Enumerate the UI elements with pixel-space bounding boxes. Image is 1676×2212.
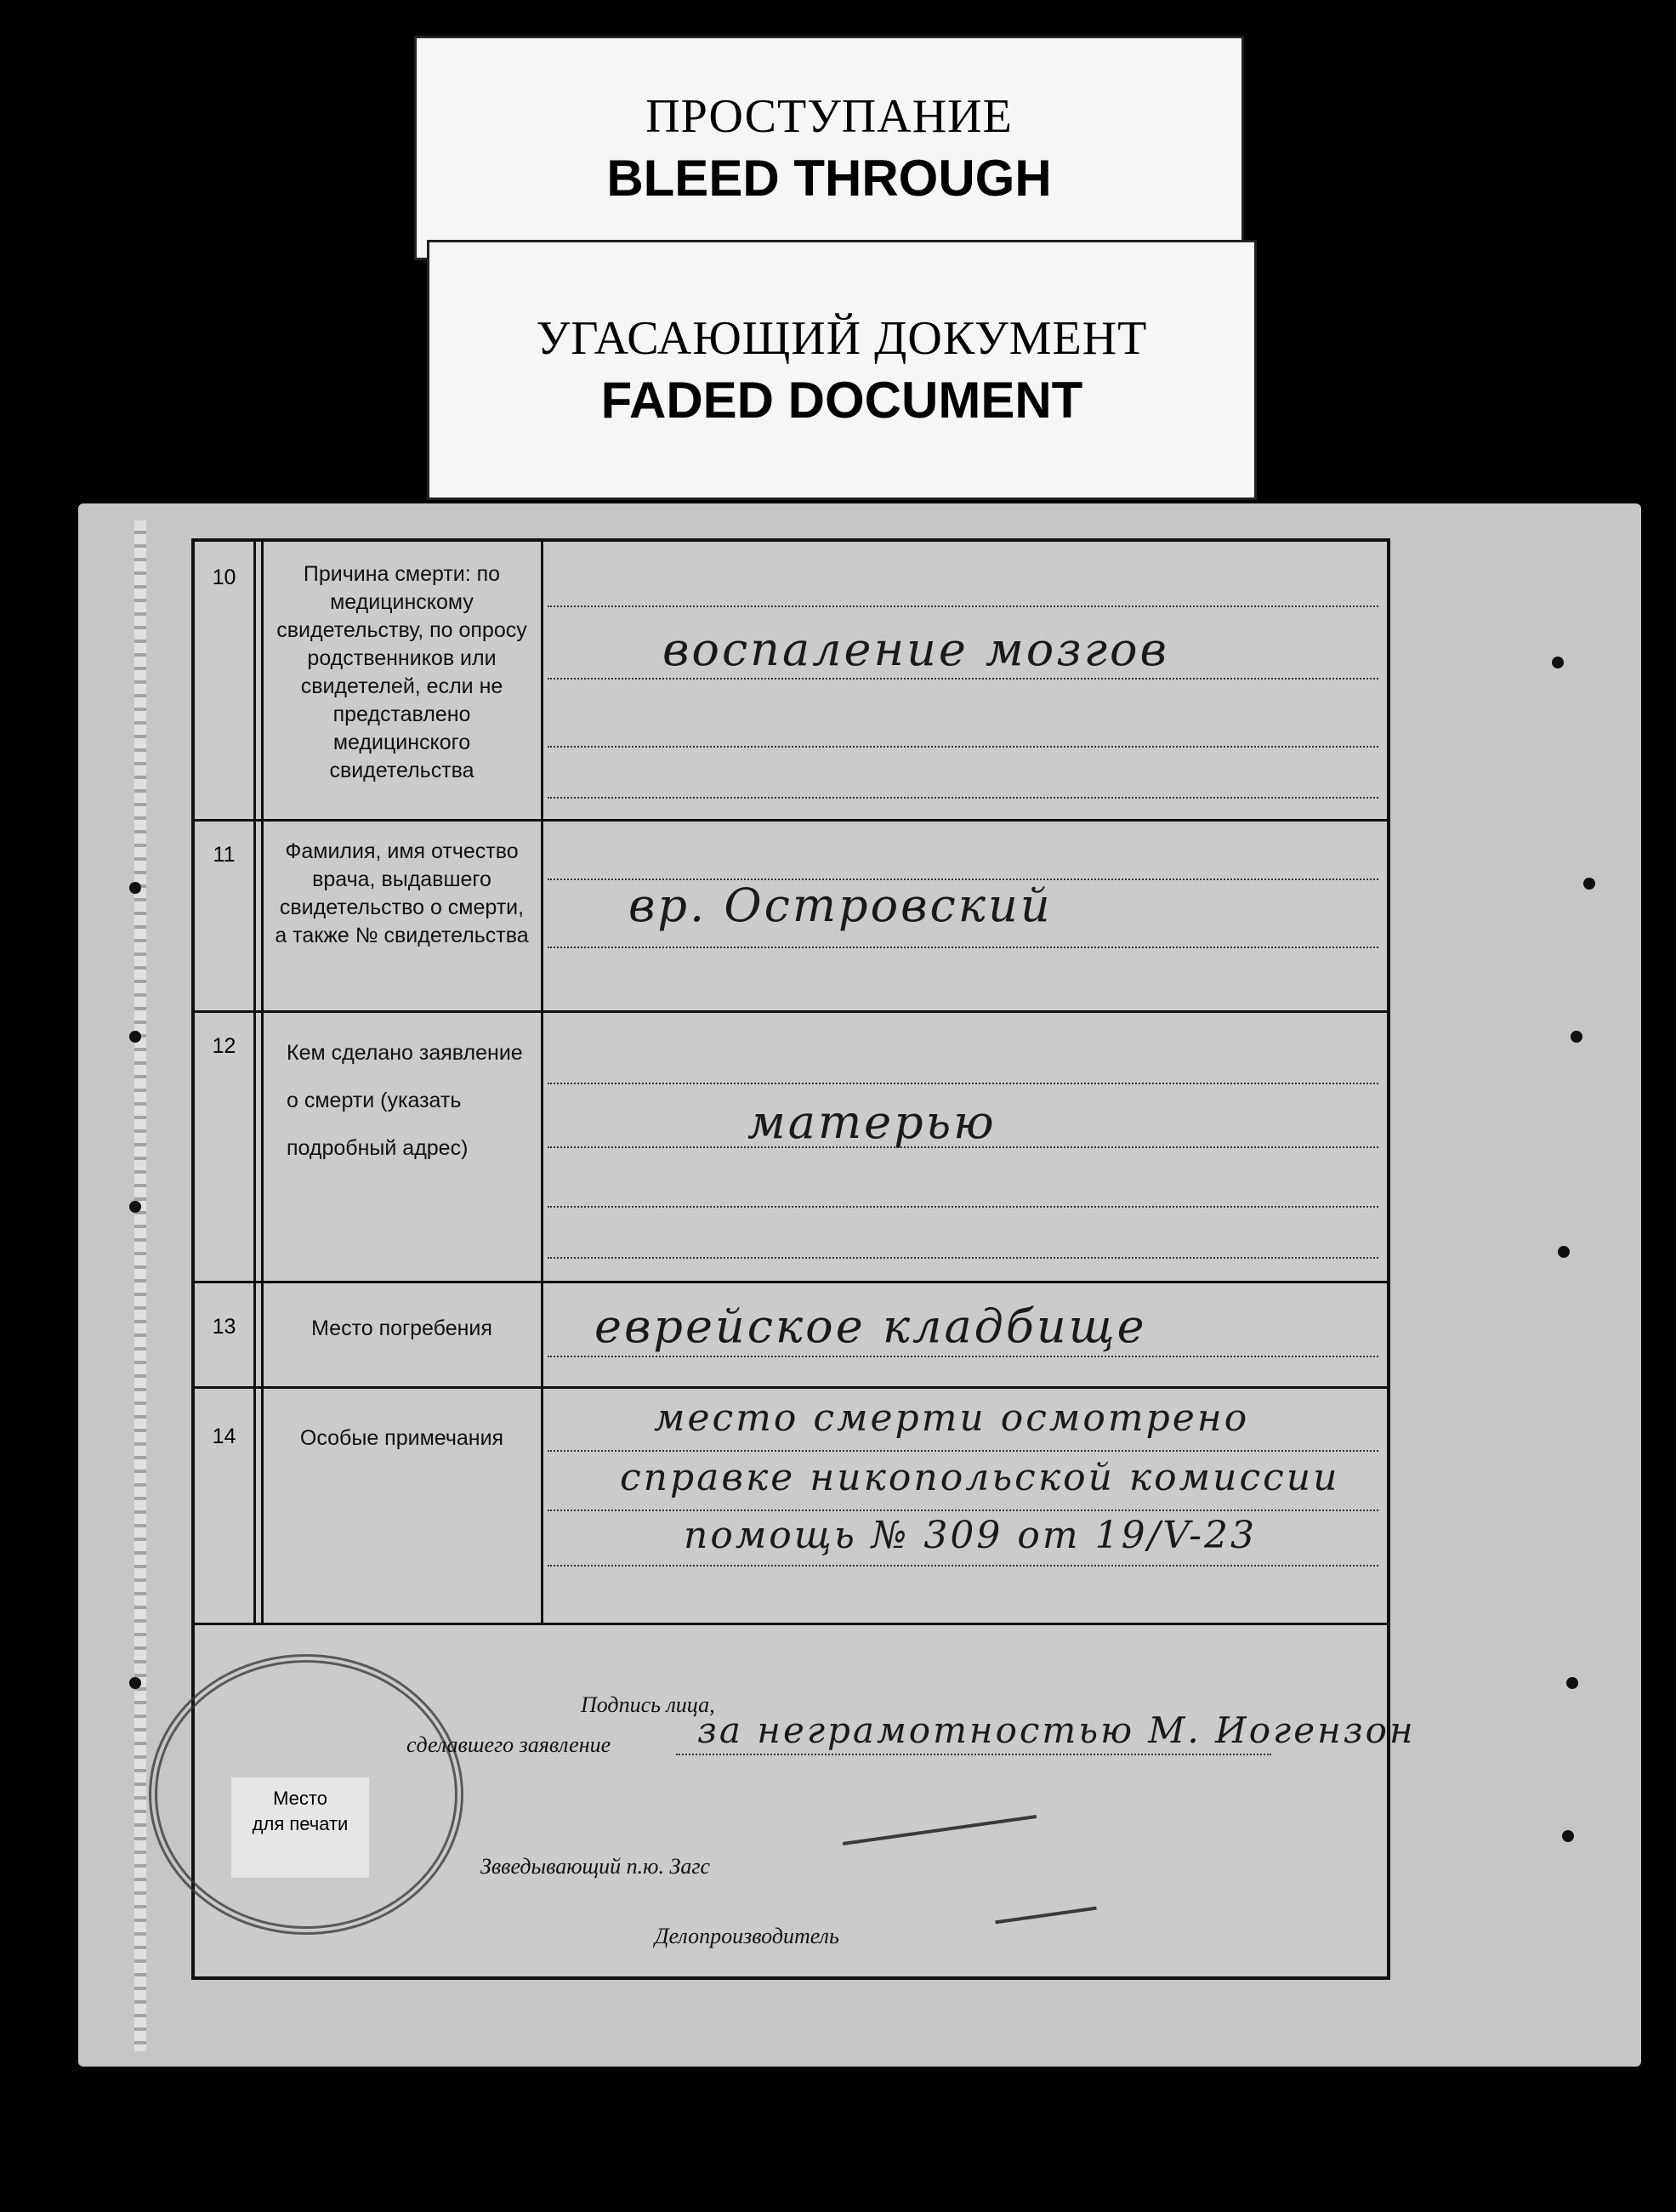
row-label: Причина смерти: по медицинскому свидетельству, по опросу родственников или свидетелей, если не представлено медицинского свидетельства (263, 542, 543, 819)
punch-hole (1558, 1246, 1570, 1258)
punch-hole (1571, 1031, 1582, 1043)
handwritten-entry: вр. Островский (628, 879, 1053, 932)
dotted-line (548, 1565, 1378, 1567)
punch-hole (129, 882, 141, 894)
stamp-placeholder (231, 1777, 369, 1878)
dotted-line (548, 1450, 1378, 1452)
bleed-through-ru: ПРОСТУПАНИЕ (645, 89, 1013, 143)
row-number: 14 (195, 1386, 256, 1623)
dotted-line (548, 1083, 1378, 1084)
dotted-line (548, 606, 1378, 607)
dotted-line (548, 678, 1378, 680)
row-number: 12 (195, 1010, 256, 1281)
handwritten-entry: справке никопольской комиссии (620, 1456, 1340, 1499)
row-label: Особые примечания (263, 1386, 543, 1623)
row-number: 11 (195, 819, 256, 1010)
row-10 (195, 542, 1387, 822)
dotted-line (548, 947, 1378, 948)
signature-line (676, 1754, 1271, 1755)
row-13 (195, 1281, 1387, 1389)
faded-document-card (427, 240, 1257, 500)
dotted-line (548, 1257, 1378, 1259)
faded-document-en: FADED DOCUMENT (600, 371, 1083, 429)
punch-hole (129, 1031, 141, 1043)
faded-document-ru: УГАСАЮЩИЙ ДОКУМЕНТ (536, 311, 1148, 365)
signer-signature: за неграмотностью М. Иогензон (697, 1709, 1416, 1751)
row-12 (195, 1010, 1387, 1283)
row-14 (195, 1386, 1387, 1625)
perforated-edge (134, 520, 146, 2051)
punch-hole (1562, 1830, 1574, 1842)
punch-hole (1583, 878, 1595, 890)
stamp-label: Место (273, 1788, 327, 1809)
row-label: Кем сделано заявление о смерти (указать подробный адрес) (263, 1010, 543, 1281)
signer-label: сделавшего заявление (406, 1732, 611, 1757)
stamp-label: для печати (252, 1813, 349, 1834)
signer-label: Подпись лица, (581, 1692, 715, 1717)
row-label: Место погребения (263, 1281, 543, 1386)
row-11 (195, 819, 1387, 1013)
registrar-label: Звведывающий п.ю. Загс (480, 1854, 711, 1879)
row-number: 10 (195, 542, 256, 819)
dotted-line (548, 746, 1378, 748)
bleed-through-card (414, 36, 1244, 260)
row-label: Фамилия, имя отчество врача, выдавшего свидетельство о смерти, а также № свидетельства (263, 819, 543, 1010)
clerk-label: Делопроизводитель (655, 1924, 839, 1948)
bleed-through-en: BLEED THROUGH (606, 149, 1052, 207)
dotted-line (548, 1356, 1378, 1357)
handwritten-entry: еврейское кладбище (594, 1299, 1147, 1353)
dotted-line (548, 1510, 1378, 1511)
handwritten-entry: помощь № 309 от 19/V-23 (684, 1514, 1257, 1557)
dotted-line (548, 1206, 1378, 1208)
handwritten-entry: воспаление мозгов (662, 623, 1169, 676)
punch-hole (129, 1201, 141, 1213)
punch-hole (1566, 1677, 1578, 1689)
handwritten-entry: матерью (747, 1095, 997, 1149)
handwritten-entry: место смерти осмотрено (654, 1396, 1250, 1440)
punch-hole (1552, 657, 1564, 668)
dotted-line (548, 797, 1378, 799)
punch-hole (129, 1677, 141, 1689)
row-number: 13 (195, 1281, 256, 1386)
